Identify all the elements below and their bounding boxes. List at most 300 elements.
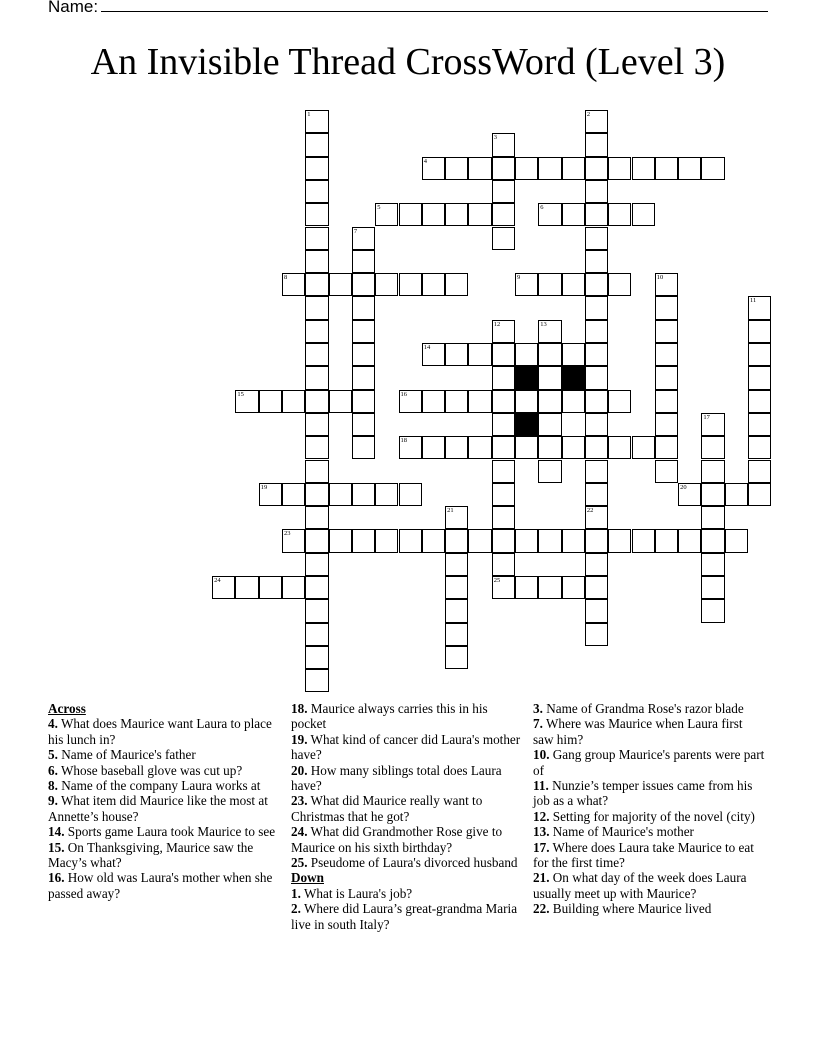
grid-cell[interactable] xyxy=(608,157,631,180)
clue-item xyxy=(291,855,523,870)
grid-cell[interactable] xyxy=(655,436,678,459)
grid-cell[interactable] xyxy=(305,506,328,529)
grid-cell[interactable] xyxy=(445,623,468,646)
clue-text: Name of Grandma Rose's razor blade xyxy=(542,701,744,716)
grid-cell[interactable] xyxy=(655,366,678,389)
cell-number: 3 xyxy=(493,134,497,142)
grid-cell[interactable] xyxy=(701,529,724,552)
grid-cell[interactable] xyxy=(585,436,608,459)
name-label: Name: xyxy=(48,0,99,16)
grid-cell[interactable] xyxy=(585,320,608,343)
grid-cell[interactable] xyxy=(305,646,328,669)
grid-cell[interactable] xyxy=(585,203,608,226)
grid-cell[interactable] xyxy=(655,413,678,436)
grid-cell[interactable] xyxy=(585,343,608,366)
grid-cell[interactable] xyxy=(445,273,468,296)
grid-cell[interactable] xyxy=(329,483,352,506)
cell-number: 11 xyxy=(750,297,757,305)
grid-cell[interactable] xyxy=(305,623,328,646)
grid-cell[interactable] xyxy=(748,366,771,389)
grid-cell[interactable] xyxy=(235,576,258,599)
grid-cell[interactable] xyxy=(632,436,655,459)
clue-number: 1. xyxy=(291,885,301,901)
grid-cell[interactable] xyxy=(585,366,608,389)
grid-cell[interactable] xyxy=(562,529,585,552)
grid-cell[interactable] xyxy=(212,576,235,599)
clue-text: What does Maurice want Laura to place his lunch in? xyxy=(48,716,272,747)
cell-number: 25 xyxy=(493,577,501,584)
grid-cell[interactable] xyxy=(259,576,282,599)
grid-cell[interactable] xyxy=(329,390,352,413)
clue-text: Name of Maurice's mother xyxy=(549,824,694,840)
grid-cell[interactable] xyxy=(352,483,375,506)
grid-cell[interactable] xyxy=(352,390,375,413)
grid-cell[interactable] xyxy=(352,320,375,343)
grid-cell[interactable] xyxy=(445,390,468,413)
grid-cell[interactable] xyxy=(585,529,608,552)
grid-cell[interactable] xyxy=(305,390,328,413)
clue-text: On what day of the week does Laura usually meet up with Maurice? xyxy=(533,870,747,901)
grid-cell[interactable] xyxy=(748,296,771,319)
grid-black-cell xyxy=(515,413,538,436)
clue-item xyxy=(533,870,765,901)
grid-cell[interactable] xyxy=(468,390,491,413)
grid-cell[interactable] xyxy=(562,203,585,226)
grid-cell[interactable] xyxy=(701,436,724,459)
clue-item xyxy=(533,809,765,824)
grid-cell[interactable] xyxy=(748,460,771,483)
grid-cell[interactable] xyxy=(259,483,282,506)
cell-number: 9 xyxy=(517,274,521,282)
grid-black-cell xyxy=(515,366,538,389)
grid-cell[interactable] xyxy=(538,366,561,389)
grid-cell[interactable] xyxy=(608,436,631,459)
grid-cell[interactable] xyxy=(632,157,655,180)
cell-number: 16 xyxy=(400,390,407,398)
grid-cell[interactable] xyxy=(585,506,608,529)
grid-cell[interactable] xyxy=(585,296,608,319)
grid-cell[interactable] xyxy=(329,529,352,552)
clue-number: 22. xyxy=(533,901,550,917)
grid-cell[interactable] xyxy=(748,390,771,413)
grid-cell[interactable] xyxy=(585,599,608,622)
grid-cell[interactable] xyxy=(422,273,445,296)
grid-cell[interactable] xyxy=(608,390,631,413)
grid-cell[interactable] xyxy=(562,576,585,599)
grid-cell[interactable] xyxy=(352,366,375,389)
grid-cell[interactable] xyxy=(305,669,328,692)
grid-cell[interactable] xyxy=(352,436,375,459)
grid-cell[interactable] xyxy=(655,157,678,180)
grid-cell[interactable] xyxy=(678,157,701,180)
grid-cell[interactable] xyxy=(538,529,561,552)
clue-item xyxy=(48,870,280,901)
cell-number: 6 xyxy=(540,204,544,212)
clue-text: Where does Laura take Maurice to eat for the first time? xyxy=(533,839,754,871)
clue-number: 24. xyxy=(291,824,308,840)
clue-item xyxy=(291,901,523,932)
clue-item xyxy=(291,886,523,901)
grid-cell[interactable] xyxy=(422,157,445,180)
grid-cell[interactable] xyxy=(562,390,585,413)
grid-cell[interactable] xyxy=(445,343,468,366)
cell-number: 13 xyxy=(540,320,547,328)
grid-cell[interactable] xyxy=(538,320,561,343)
grid-cell[interactable] xyxy=(422,203,445,226)
grid-cell[interactable] xyxy=(492,436,515,459)
grid-cell[interactable] xyxy=(515,273,538,296)
grid-cell[interactable] xyxy=(701,157,724,180)
clue-text: Maurice always carries this in his pocket xyxy=(291,701,488,732)
clue-text: Where did Laura’s great-grandma Maria live in south Italy? xyxy=(291,901,518,932)
grid-cell[interactable] xyxy=(305,250,328,273)
clue-item xyxy=(48,716,280,747)
grid-cell[interactable] xyxy=(585,413,608,436)
clue-text: Name of the company Laura works at xyxy=(57,778,261,794)
grid-cell[interactable] xyxy=(515,343,538,366)
clue-item xyxy=(291,793,523,824)
grid-cell[interactable] xyxy=(515,529,538,552)
grid-cell[interactable] xyxy=(585,460,608,483)
grid-cell[interactable] xyxy=(399,436,422,459)
grid-cell[interactable] xyxy=(492,483,515,506)
grid-cell[interactable] xyxy=(538,413,561,436)
clue-number: 7. xyxy=(533,716,543,732)
clue-item xyxy=(48,824,280,839)
clue-number: 2. xyxy=(291,901,301,917)
grid-cell[interactable] xyxy=(305,227,328,250)
grid-cell[interactable] xyxy=(445,599,468,622)
grid-cell[interactable] xyxy=(399,483,422,506)
grid-cell[interactable] xyxy=(305,599,328,622)
grid-cell[interactable] xyxy=(538,460,561,483)
grid-cell[interactable] xyxy=(701,599,724,622)
grid-cell[interactable] xyxy=(585,250,608,273)
grid-cell[interactable] xyxy=(468,203,491,226)
grid-cell[interactable] xyxy=(305,203,328,226)
clue-item xyxy=(533,824,765,839)
grid-cell[interactable] xyxy=(492,157,515,180)
grid-cell[interactable] xyxy=(701,576,724,599)
clue-item xyxy=(533,701,765,716)
clue-number: 8. xyxy=(48,778,58,794)
grid-cell[interactable] xyxy=(468,436,491,459)
clue-number: 10. xyxy=(533,747,550,763)
grid-cell[interactable] xyxy=(515,157,538,180)
grid-cell[interactable] xyxy=(608,203,631,226)
grid-cell[interactable] xyxy=(585,390,608,413)
cell-number: 2 xyxy=(586,111,591,118)
clue-text: Where was Maurice when Laura first saw him? xyxy=(533,716,743,747)
grid-cell[interactable] xyxy=(538,343,561,366)
clue-text: Setting for majority of the novel (city) xyxy=(549,808,755,824)
grid-cell[interactable] xyxy=(585,273,608,296)
grid-cell[interactable] xyxy=(492,553,515,576)
clue-text: Name of Maurice's father xyxy=(57,747,196,763)
grid-cell[interactable] xyxy=(538,157,561,180)
clue-column-1 xyxy=(48,701,280,901)
grid-cell[interactable] xyxy=(352,296,375,319)
grid-cell[interactable] xyxy=(445,157,468,180)
grid-cell[interactable] xyxy=(352,413,375,436)
grid-cell[interactable] xyxy=(725,529,748,552)
grid-cell[interactable] xyxy=(562,273,585,296)
grid-cell[interactable] xyxy=(352,529,375,552)
grid-cell[interactable] xyxy=(701,460,724,483)
grid-cell[interactable] xyxy=(585,110,608,133)
grid-cell[interactable] xyxy=(305,576,328,599)
grid-cell[interactable] xyxy=(585,157,608,180)
grid-cell[interactable] xyxy=(655,343,678,366)
grid-cell[interactable] xyxy=(655,273,678,296)
grid-cell[interactable] xyxy=(632,203,655,226)
cell-number: 14 xyxy=(423,344,431,351)
grid-cell[interactable] xyxy=(492,506,515,529)
grid-cell[interactable] xyxy=(422,529,445,552)
grid-cell[interactable] xyxy=(585,623,608,646)
grid-cell[interactable] xyxy=(492,413,515,436)
clue-number: 25. xyxy=(291,855,308,871)
grid-cell[interactable] xyxy=(445,576,468,599)
grid-cell[interactable] xyxy=(422,343,445,366)
cell-number: 7 xyxy=(353,227,358,235)
grid-cell[interactable] xyxy=(678,483,701,506)
grid-cell[interactable] xyxy=(282,273,305,296)
grid-cell[interactable] xyxy=(585,180,608,203)
cell-number: 18 xyxy=(400,437,407,445)
grid-cell[interactable] xyxy=(305,180,328,203)
cell-number: 10 xyxy=(656,274,664,282)
grid-cell[interactable] xyxy=(492,203,515,226)
cell-number: 15 xyxy=(237,390,244,398)
grid-cell[interactable] xyxy=(305,436,328,459)
clue-text: What did Grandmother Rose give to Maurice on his sixth birthday? xyxy=(291,824,503,855)
grid-cell[interactable] xyxy=(468,157,491,180)
grid-cell[interactable] xyxy=(305,273,328,296)
grid-cell[interactable] xyxy=(725,483,748,506)
grid-cell[interactable] xyxy=(608,273,631,296)
grid-cell[interactable] xyxy=(655,320,678,343)
grid-cell[interactable] xyxy=(748,483,771,506)
grid-cell[interactable] xyxy=(445,529,468,552)
clue-number: 18. xyxy=(291,701,308,716)
grid-cell[interactable] xyxy=(562,157,585,180)
clue-item xyxy=(533,901,765,916)
clue-text: Whose baseball glove was cut up? xyxy=(57,762,243,778)
clue-text: What did Maurice really want to Christmas that he got? xyxy=(291,793,483,824)
grid-cell[interactable] xyxy=(562,436,585,459)
grid-cell[interactable] xyxy=(305,553,328,576)
grid-cell[interactable] xyxy=(235,390,258,413)
clue-text: How many siblings total does Laura have? xyxy=(291,762,502,794)
grid-cell[interactable] xyxy=(305,529,328,552)
cell-number: 19 xyxy=(260,483,268,491)
cell-number: 20 xyxy=(680,483,687,491)
clue-text: How old was Laura's mother when she passed away? xyxy=(48,870,273,901)
clue-item xyxy=(533,716,765,747)
clue-text: Sports game Laura took Maurice to see xyxy=(64,824,276,840)
grid-cell[interactable] xyxy=(538,203,561,226)
grid-cell[interactable] xyxy=(515,436,538,459)
grid-cell[interactable] xyxy=(375,529,398,552)
grid-cell[interactable] xyxy=(445,506,468,529)
grid-cell[interactable] xyxy=(538,436,561,459)
clue-number: 9. xyxy=(48,793,58,809)
grid-cell[interactable] xyxy=(632,529,655,552)
clue-number: 20. xyxy=(291,762,308,778)
clue-number: 17. xyxy=(533,839,550,855)
grid-cell[interactable] xyxy=(352,250,375,273)
grid-cell[interactable] xyxy=(655,296,678,319)
grid-cell[interactable] xyxy=(305,483,328,506)
grid-cell[interactable] xyxy=(352,343,375,366)
grid-cell[interactable] xyxy=(655,529,678,552)
clue-section-heading: Down xyxy=(291,870,324,886)
grid-cell[interactable] xyxy=(562,343,585,366)
clue-item xyxy=(48,793,280,824)
clue-item xyxy=(48,763,280,778)
grid-cell[interactable] xyxy=(748,436,771,459)
cell-number: 21 xyxy=(447,507,454,515)
grid-cell[interactable] xyxy=(701,483,724,506)
grid-cell[interactable] xyxy=(399,273,422,296)
clue-number: 13. xyxy=(533,824,550,840)
clue-number: 3. xyxy=(533,701,543,716)
grid-cell[interactable] xyxy=(445,553,468,576)
grid-cell[interactable] xyxy=(515,576,538,599)
grid-cell[interactable] xyxy=(585,483,608,506)
grid-cell[interactable] xyxy=(305,343,328,366)
grid-cell[interactable] xyxy=(538,273,561,296)
grid-cell[interactable] xyxy=(515,390,538,413)
clue-number: 21. xyxy=(533,870,550,886)
grid-cell[interactable] xyxy=(492,366,515,389)
clue-number: 12. xyxy=(533,808,550,824)
grid-cell[interactable] xyxy=(492,320,515,343)
clue-text: Nunzie’s temper issues came from his job as a what? xyxy=(533,778,753,809)
clue-item xyxy=(533,778,765,809)
grid-cell[interactable] xyxy=(329,273,352,296)
grid-cell[interactable] xyxy=(352,273,375,296)
grid-cell[interactable] xyxy=(701,413,724,436)
clue-number: 11. xyxy=(533,778,549,794)
grid-cell[interactable] xyxy=(701,506,724,529)
grid-cell[interactable] xyxy=(748,320,771,343)
grid-cell[interactable] xyxy=(492,343,515,366)
clue-item xyxy=(48,747,280,762)
clue-text: On Thanksgiving, Maurice saw the Macy’s what? xyxy=(48,839,254,871)
puzzle-title: An Invisible Thread CrossWord (Level 3) xyxy=(90,41,726,83)
grid-cell[interactable] xyxy=(305,133,328,156)
grid-cell[interactable] xyxy=(422,436,445,459)
grid-cell[interactable] xyxy=(375,483,398,506)
grid-cell[interactable] xyxy=(748,413,771,436)
clue-column-3 xyxy=(533,701,765,917)
grid-cell[interactable] xyxy=(748,343,771,366)
cell-number: 12 xyxy=(493,320,501,328)
grid-cell[interactable] xyxy=(375,273,398,296)
clue-text: What is Laura's job? xyxy=(300,885,413,901)
clue-text: Building where Maurice lived xyxy=(549,901,712,917)
grid-cell[interactable] xyxy=(399,390,422,413)
clue-item xyxy=(533,840,765,871)
clue-text: What item did Maurice like the most at Annette’s house? xyxy=(48,793,268,824)
cell-number: 23 xyxy=(284,530,291,538)
grid-cell[interactable] xyxy=(259,390,282,413)
clue-number: 14. xyxy=(48,824,65,840)
grid-cell[interactable] xyxy=(585,133,608,156)
grid-cell[interactable] xyxy=(538,390,561,413)
grid-cell[interactable] xyxy=(305,320,328,343)
grid-cell[interactable] xyxy=(585,576,608,599)
cell-number: 4 xyxy=(423,157,428,165)
grid-cell[interactable] xyxy=(655,390,678,413)
grid-cell[interactable] xyxy=(468,529,491,552)
grid-cell[interactable] xyxy=(282,390,305,413)
grid-cell[interactable] xyxy=(492,133,515,156)
clue-item xyxy=(48,840,280,871)
clue-number: 6. xyxy=(48,762,58,778)
grid-cell[interactable] xyxy=(492,227,515,250)
grid-cell[interactable] xyxy=(305,157,328,180)
grid-cell[interactable] xyxy=(399,203,422,226)
grid-cell[interactable] xyxy=(445,646,468,669)
grid-cell[interactable] xyxy=(492,180,515,203)
cell-number: 8 xyxy=(284,274,288,282)
clue-item xyxy=(291,763,523,794)
clue-column-2 xyxy=(291,701,523,932)
grid-cell[interactable] xyxy=(305,460,328,483)
clue-item xyxy=(291,824,523,855)
cell-number: 5 xyxy=(377,204,381,212)
grid-cell[interactable] xyxy=(585,553,608,576)
grid-cell[interactable] xyxy=(492,460,515,483)
grid-cell[interactable] xyxy=(492,529,515,552)
grid-cell[interactable] xyxy=(655,460,678,483)
grid-cell[interactable] xyxy=(468,343,491,366)
clue-text: Pseudome of Laura's divorced husband xyxy=(307,855,518,871)
clue-item xyxy=(291,732,523,763)
cell-number: 24 xyxy=(214,577,221,584)
grid-cell[interactable] xyxy=(375,203,398,226)
grid-cell[interactable] xyxy=(678,529,701,552)
grid-cell[interactable] xyxy=(305,413,328,436)
grid-cell[interactable] xyxy=(352,227,375,250)
clue-item xyxy=(48,778,280,793)
grid-cell[interactable] xyxy=(305,110,328,133)
grid-cell[interactable] xyxy=(492,390,515,413)
grid-cell[interactable] xyxy=(492,576,515,599)
clue-text: Gang group Maurice's parents were part of xyxy=(533,747,765,778)
grid-cell[interactable] xyxy=(585,227,608,250)
clue-item xyxy=(533,747,765,778)
grid-cell[interactable] xyxy=(608,529,631,552)
grid-cell[interactable] xyxy=(282,576,305,599)
clue-number: 15. xyxy=(48,839,65,855)
grid-cell[interactable] xyxy=(701,553,724,576)
grid-cell[interactable] xyxy=(445,203,468,226)
clue-text: What kind of cancer did Laura's mother have? xyxy=(291,731,521,763)
grid-cell[interactable] xyxy=(305,366,328,389)
cell-number: 17 xyxy=(703,413,710,421)
grid-cell[interactable] xyxy=(399,529,422,552)
grid-cell[interactable] xyxy=(538,576,561,599)
grid-cell[interactable] xyxy=(445,436,468,459)
grid-cell[interactable] xyxy=(282,529,305,552)
grid-cell[interactable] xyxy=(422,390,445,413)
grid-cell[interactable] xyxy=(282,483,305,506)
grid-cell[interactable] xyxy=(305,296,328,319)
